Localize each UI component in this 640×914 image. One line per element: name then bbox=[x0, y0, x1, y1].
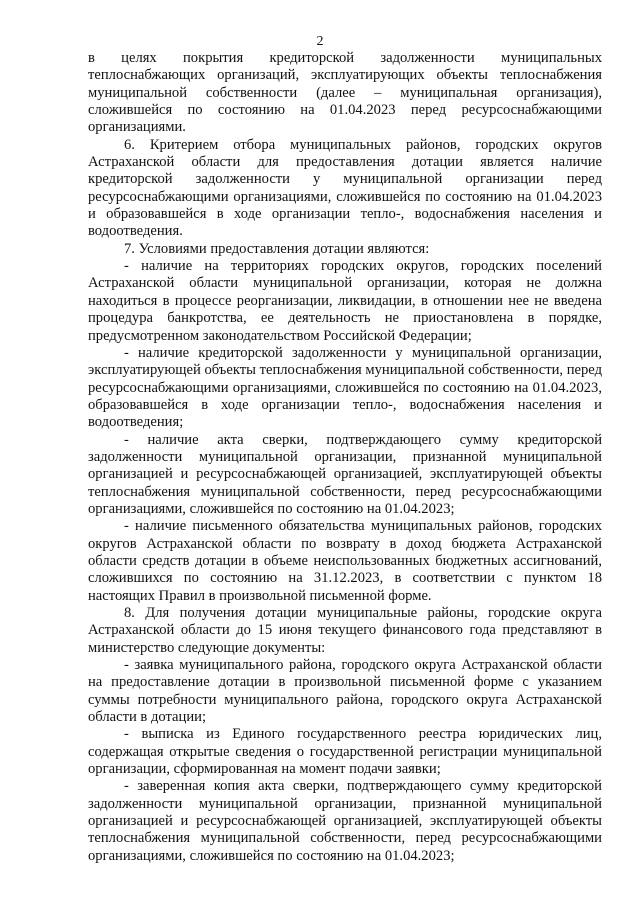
document-list-item: - выписка из Единого государственного реестра юридических лиц, содержащая открытые сведения о государственной регистрации муниципальной организации, сформированная на момент подачи заявки; bbox=[88, 726, 602, 778]
page-number: 2 bbox=[316, 34, 324, 49]
document-list-item: - заверенная копия акта сверки, подтверждающего сумму кредиторской задолженности муниципальной организации, признанной муниципальной организацией и ресурсоснабжающей организацией, эксплуатирующей объекты теплоснабжения муниципальной собственности, перед ресурсоснабжающими организациями, сложившейся по состоянию на 01.04.2023; bbox=[88, 778, 602, 864]
condition-item: - наличие кредиторской задолженности у муниципальной организации, эксплуатирующей объекты теплоснабжения муниципальной собственности, перед ресурсоснабжающими организациями, сложившейся по состоянию на 01.04.2023, образовавшейся в ходе организации тепло-, водоснабжения населения и водоотведения; bbox=[88, 344, 602, 431]
paragraph-item-8: 8. Для получения дотации муниципальные районы, городские округа Астраханской области до 15 июня текущего финансового года представляют в министерство следующие документы: bbox=[88, 605, 602, 656]
document-list-item: - заявка муниципального района, городского округа Астраханской области на предоставление дотации в произвольной письменной форме с указанием суммы потребности муниципального района, городского округа Астраханской области в дотации; bbox=[88, 657, 602, 726]
paragraph-item-7: 7. Условиями предоставления дотации являются: bbox=[124, 240, 430, 257]
paragraph-item-6: 6. Критерием отбора муниципальных районов, городских округов Астраханской области для предоставления дотации является наличие кредиторской задолженности у муниципальной организации перед ресурсоснабжающими организациями, сложившейся по состоянию на 01.04.2023 и образовавшейся в ходе организации тепло-, водоснабжения населения и водоотведения. bbox=[88, 136, 602, 240]
document-body bbox=[88, 50, 602, 865]
condition-item: - наличие письменного обязательства муниципальных районов, городских округов Астраханской области по возврату в доход бюджета Астраханской области средств дотации в объеме неиспользованных бюджетных ассигнований, сложившихся по состоянию на 31.12.2023, в соответствии с пунктом 18 настоящих Правил в произвольной письменной форме. bbox=[88, 518, 602, 604]
condition-item: - наличие на территориях городских округов, городских поселений Астраханской области муниципальной организации, которая не должна находиться в процессе реорганизации, ликвидации, в отношении нее не введена процедура банкротства, ее деятельность не приостановлена в порядке, предусмотренном законодательством Российской Федерации; bbox=[88, 258, 602, 344]
paragraph-continuation: в целях покрытия кредиторской задолженности муниципальных теплоснабжающих организаций, эксплуатирующих объекты теплоснабжения муниципальной собственности (далее – муниципальная организация), сложившейся по состоянию на 01.04.2023 перед ресурсоснабжающими организациями. bbox=[88, 50, 602, 136]
condition-item: - наличие акта сверки, подтверждающего сумму кредиторской задолженности муниципальной организации, признанной муниципальной организацией и ресурсоснабжающей организацией, эксплуатирующей объекты теплоснабжения муниципальной собственности, перед ресурсоснабжающими организациями, сложившейся по состоянию на 01.04.2023; bbox=[88, 431, 602, 517]
